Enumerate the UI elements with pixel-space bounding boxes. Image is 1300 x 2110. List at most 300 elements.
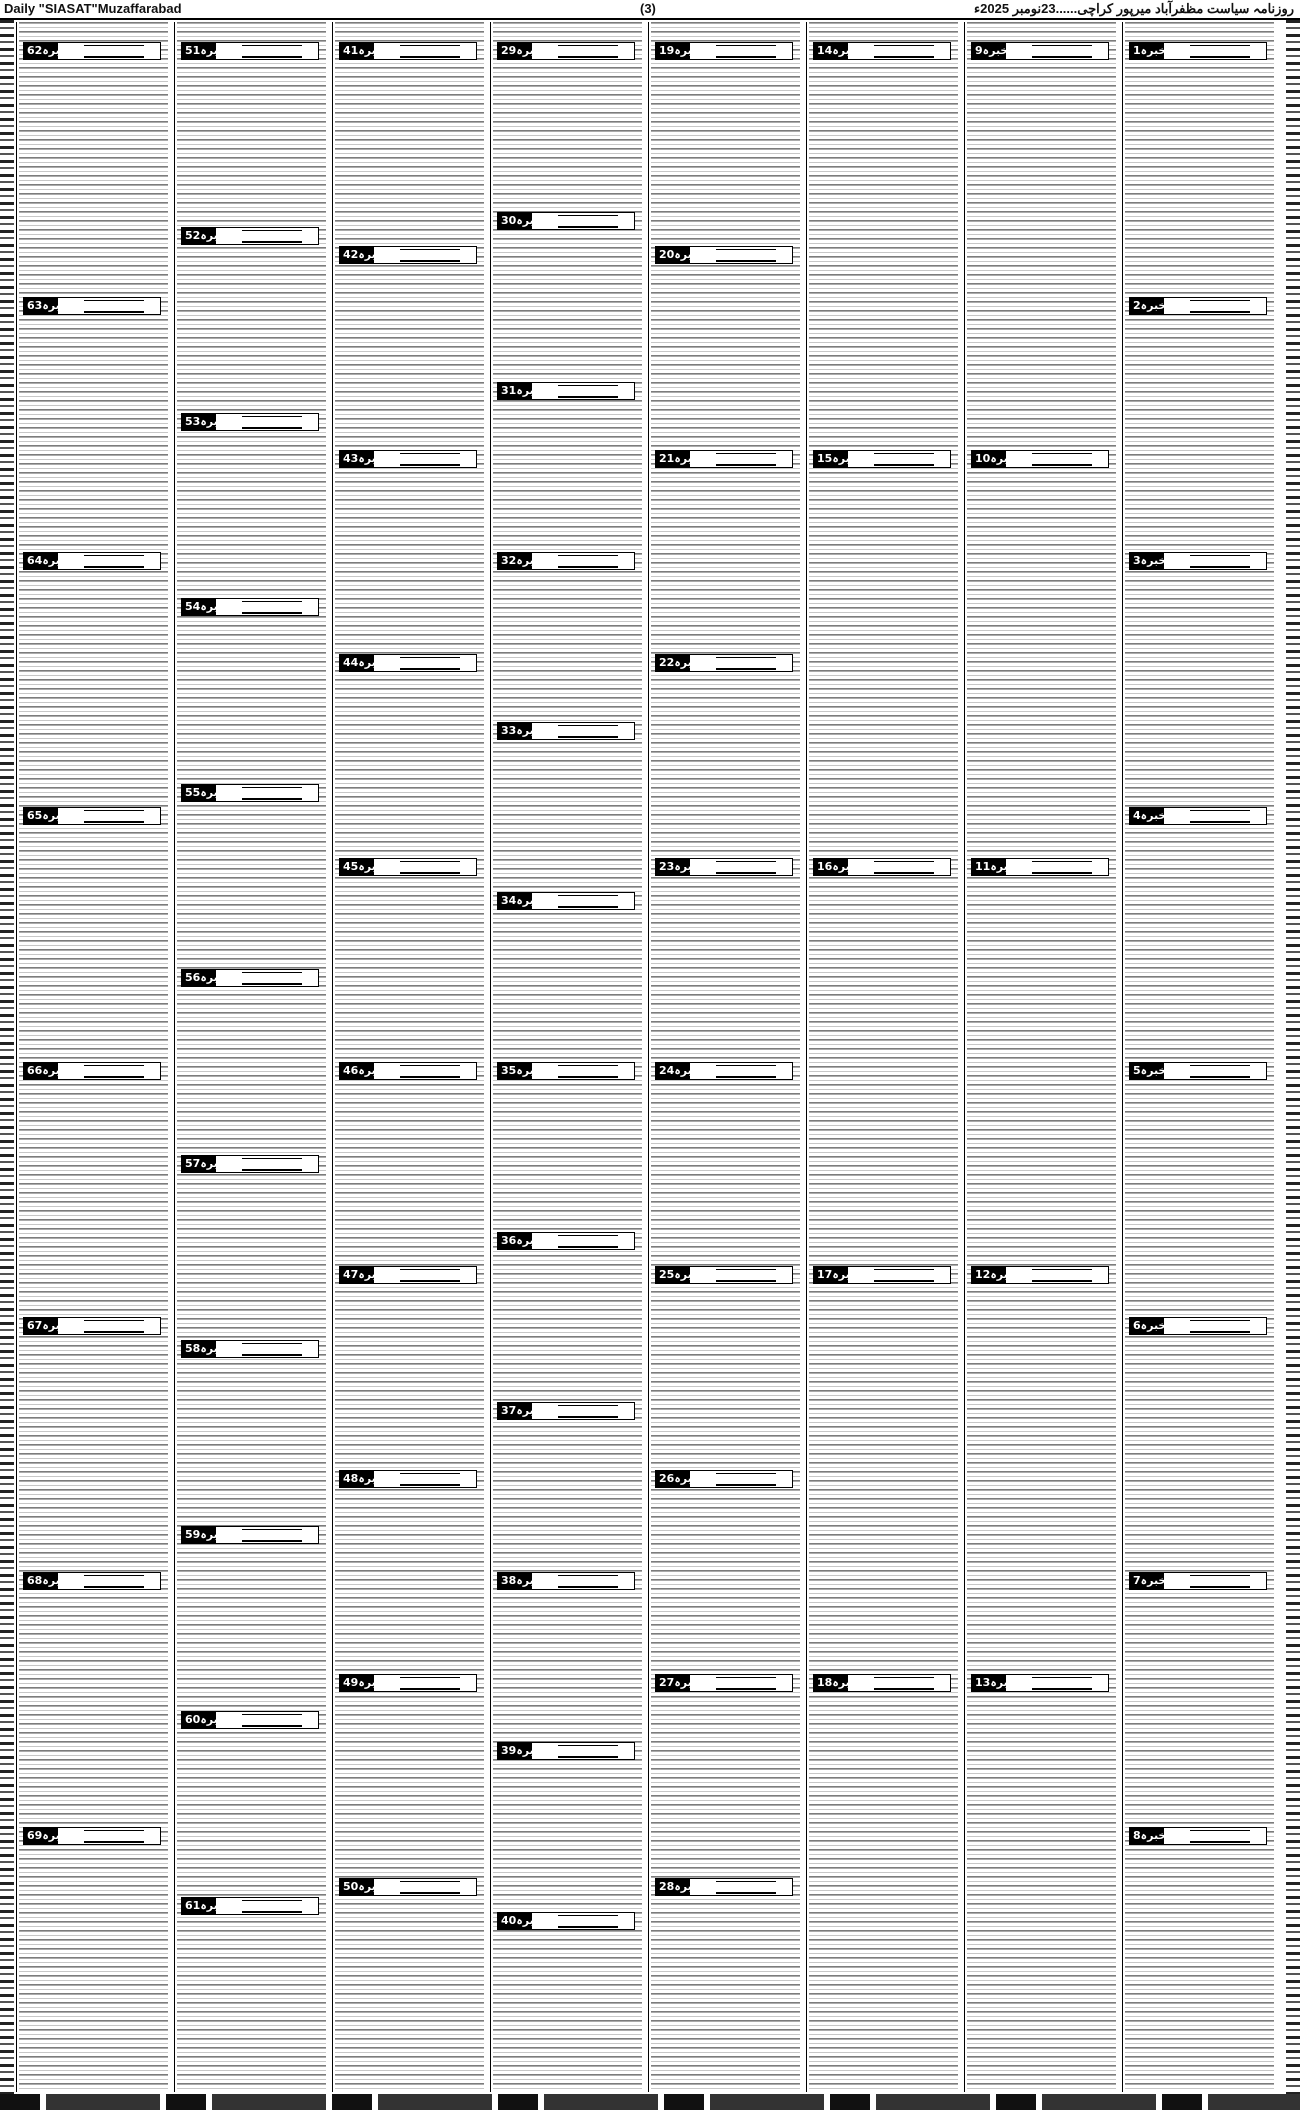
news-item-header	[655, 1674, 793, 1692]
siasat-logo-mark	[1190, 300, 1250, 313]
siasat-logo-mark	[84, 1575, 144, 1588]
item-number-tab	[656, 43, 701, 59]
item-number: 26خبرہ	[659, 1472, 701, 1485]
item-number-tab	[182, 1712, 227, 1728]
item-number-tab	[814, 1267, 859, 1283]
column-text-block	[651, 22, 800, 2092]
news-item-header	[497, 722, 635, 740]
news-item-header	[1129, 1572, 1267, 1590]
item-number: 68خبرہ	[27, 1574, 69, 1587]
siasat-logo-mark	[716, 1677, 776, 1690]
news-item-header	[339, 450, 477, 468]
item-number: 47خبرہ	[343, 1268, 385, 1281]
item-number-tab	[656, 859, 701, 875]
item-number-tab	[814, 859, 859, 875]
item-number-tab	[340, 1471, 385, 1487]
item-number: 66خبرہ	[27, 1064, 69, 1077]
item-number-tab	[340, 247, 385, 263]
news-item-header	[497, 892, 635, 910]
siasat-logo-mark	[558, 895, 618, 908]
item-number-tab	[340, 43, 385, 59]
item-number: 16خبرہ	[817, 860, 859, 873]
item-number-tab	[498, 383, 543, 399]
siasat-logo-mark	[558, 725, 618, 738]
item-number-tab	[340, 1063, 385, 1079]
item-number: 39خبرہ	[501, 1744, 543, 1757]
siasat-logo-mark	[242, 972, 302, 985]
item-number: 28خبرہ	[659, 1880, 701, 1893]
news-item-header	[497, 1402, 635, 1420]
item-number-tab	[24, 1318, 69, 1334]
siasat-logo-mark	[716, 45, 776, 58]
item-number: 53خبرہ	[185, 415, 227, 428]
item-number-tab	[972, 43, 1009, 59]
item-number-tab	[1130, 43, 1167, 59]
item-number: 44خبرہ	[343, 656, 385, 669]
news-item-header	[339, 858, 477, 876]
news-item-header	[1129, 297, 1267, 315]
item-number: 69خبرہ	[27, 1829, 69, 1842]
item-number: 45خبرہ	[343, 860, 385, 873]
news-item-header	[23, 42, 161, 60]
item-number: 56خبرہ	[185, 971, 227, 984]
item-number: 58خبرہ	[185, 1342, 227, 1355]
item-number: 7خبرہ	[1133, 1574, 1167, 1587]
item-number-tab	[972, 451, 1017, 467]
news-column	[16, 22, 170, 2092]
item-number: 41خبرہ	[343, 44, 385, 57]
item-number-tab	[24, 298, 69, 314]
item-number-tab	[498, 213, 543, 229]
news-item-header	[181, 42, 319, 60]
item-number-tab	[498, 553, 543, 569]
item-number: 37خبرہ	[501, 1404, 543, 1417]
siasat-logo-mark	[558, 1915, 618, 1928]
siasat-logo-mark	[558, 1405, 618, 1418]
item-number: 33خبرہ	[501, 724, 543, 737]
item-number: 64خبرہ	[27, 554, 69, 567]
news-item-header	[655, 858, 793, 876]
item-number-tab	[340, 451, 385, 467]
item-number: 43خبرہ	[343, 452, 385, 465]
item-number: 60خبرہ	[185, 1713, 227, 1726]
item-number: 19خبرہ	[659, 44, 701, 57]
column-text-block	[177, 22, 326, 2092]
siasat-logo-mark	[242, 45, 302, 58]
news-column	[964, 22, 1118, 2092]
siasat-logo-mark	[1032, 45, 1092, 58]
siasat-logo-mark	[84, 1830, 144, 1843]
news-item-header	[181, 598, 319, 616]
news-item-header	[655, 1878, 793, 1896]
siasat-logo-mark	[400, 861, 460, 874]
siasat-logo-mark	[242, 416, 302, 429]
item-number-tab	[498, 43, 543, 59]
item-number: 1خبرہ	[1133, 44, 1167, 57]
siasat-logo-mark	[242, 1900, 302, 1913]
news-item-header	[1129, 1062, 1267, 1080]
item-number: 30خبرہ	[501, 214, 543, 227]
item-number: 29خبرہ	[501, 44, 543, 57]
item-number-tab	[972, 859, 1017, 875]
item-number: 54خبرہ	[185, 600, 227, 613]
siasat-logo-mark	[874, 1269, 934, 1282]
column-text-block	[19, 22, 168, 2092]
news-item-header	[497, 212, 635, 230]
item-number: 48خبرہ	[343, 1472, 385, 1485]
item-number: 17خبرہ	[817, 1268, 859, 1281]
news-item-header	[971, 1266, 1109, 1284]
item-number: 11خبرہ	[975, 860, 1017, 873]
siasat-logo-mark	[400, 453, 460, 466]
item-number-tab	[1130, 1318, 1167, 1334]
news-item-header	[497, 42, 635, 60]
bottom-decorative-border	[0, 2094, 1300, 2110]
siasat-logo-mark	[84, 1320, 144, 1333]
item-number-tab	[814, 43, 859, 59]
item-number-tab	[340, 655, 385, 671]
item-number-tab	[182, 43, 227, 59]
item-number-tab	[972, 1267, 1017, 1283]
item-number: 21خبرہ	[659, 452, 701, 465]
siasat-logo-mark	[558, 215, 618, 228]
item-number: 35خبرہ	[501, 1064, 543, 1077]
siasat-logo-mark	[1190, 555, 1250, 568]
siasat-logo-mark	[1190, 1065, 1250, 1078]
siasat-logo-mark	[874, 45, 934, 58]
item-number: 22خبرہ	[659, 656, 701, 669]
item-number-tab	[1130, 808, 1167, 824]
news-column	[490, 22, 644, 2092]
item-number: 67خبرہ	[27, 1319, 69, 1332]
item-number-tab	[814, 1675, 859, 1691]
item-number: 52خبرہ	[185, 229, 227, 242]
news-item-header	[655, 654, 793, 672]
news-item-header	[497, 552, 635, 570]
siasat-logo-mark	[1032, 1269, 1092, 1282]
item-number-tab	[1130, 298, 1167, 314]
siasat-logo-mark	[400, 1065, 460, 1078]
item-number-tab	[1130, 553, 1167, 569]
siasat-logo-mark	[716, 453, 776, 466]
item-number-tab	[24, 1573, 69, 1589]
item-number: 55خبرہ	[185, 786, 227, 799]
news-item-header	[339, 654, 477, 672]
siasat-logo-mark	[84, 555, 144, 568]
item-number: 4خبرہ	[1133, 809, 1167, 822]
siasat-logo-mark	[1190, 1575, 1250, 1588]
news-item-header	[497, 1912, 635, 1930]
item-number: 65خبرہ	[27, 809, 69, 822]
news-item-header	[339, 1266, 477, 1284]
item-number: 51خبرہ	[185, 44, 227, 57]
item-number-tab	[182, 1527, 227, 1543]
news-item-header	[181, 227, 319, 245]
item-number-tab	[656, 1879, 701, 1895]
item-number: 14خبرہ	[817, 44, 859, 57]
item-number-tab	[24, 808, 69, 824]
siasat-logo-mark	[874, 1677, 934, 1690]
news-item-header	[655, 1266, 793, 1284]
item-number: 34خبرہ	[501, 894, 543, 907]
item-number-tab	[182, 414, 227, 430]
siasat-logo-mark	[716, 1065, 776, 1078]
item-number: 62خبرہ	[27, 44, 69, 57]
siasat-logo-mark	[1032, 1677, 1092, 1690]
item-number-tab	[24, 43, 69, 59]
siasat-logo-mark	[400, 657, 460, 670]
news-item-header	[23, 1827, 161, 1845]
item-number-tab	[656, 1675, 701, 1691]
item-number-tab	[24, 1063, 69, 1079]
news-item-header	[497, 382, 635, 400]
masthead-urdu-title: روزنامہ سیاست مظفرآباد میرپور کراچی......23نومبر 2025ء	[974, 1, 1294, 16]
item-number: 59خبرہ	[185, 1528, 227, 1541]
news-item-header	[339, 1470, 477, 1488]
news-item-header	[813, 858, 951, 876]
item-number: 42خبرہ	[343, 248, 385, 261]
item-number: 50خبرہ	[343, 1880, 385, 1893]
news-item-header	[23, 1572, 161, 1590]
news-item-header	[339, 42, 477, 60]
news-item-header	[971, 42, 1109, 60]
item-number-tab	[182, 970, 227, 986]
column-text-block	[967, 22, 1116, 2092]
news-item-header	[23, 1317, 161, 1335]
item-number: 46خبرہ	[343, 1064, 385, 1077]
siasat-logo-mark	[716, 861, 776, 874]
column-text-block	[809, 22, 958, 2092]
siasat-logo-mark	[716, 1881, 776, 1894]
news-column	[1122, 22, 1276, 2092]
siasat-logo-mark	[558, 1575, 618, 1588]
item-number: 23خبرہ	[659, 860, 701, 873]
item-number: 25خبرہ	[659, 1268, 701, 1281]
siasat-logo-mark	[1190, 1320, 1250, 1333]
news-item-header	[181, 1526, 319, 1544]
item-number-tab	[498, 723, 543, 739]
siasat-logo-mark	[242, 230, 302, 243]
siasat-logo-mark	[558, 1065, 618, 1078]
news-item-header	[1129, 552, 1267, 570]
item-number-tab	[340, 1879, 385, 1895]
siasat-logo-mark	[400, 45, 460, 58]
item-number: 15خبرہ	[817, 452, 859, 465]
item-number: 32خبرہ	[501, 554, 543, 567]
item-number: 6خبرہ	[1133, 1319, 1167, 1332]
item-number-tab	[656, 451, 701, 467]
siasat-logo-mark	[558, 45, 618, 58]
page-number: (3)	[640, 1, 656, 16]
news-item-header	[339, 1878, 477, 1896]
news-item-header	[497, 1742, 635, 1760]
news-item-header	[1129, 807, 1267, 825]
item-number-tab	[182, 599, 227, 615]
siasat-logo-mark	[1032, 861, 1092, 874]
news-item-header	[339, 246, 477, 264]
item-number-tab	[498, 1403, 543, 1419]
item-number: 63خبرہ	[27, 299, 69, 312]
siasat-logo-mark	[716, 1269, 776, 1282]
item-number: 24خبرہ	[659, 1064, 701, 1077]
item-number-tab	[340, 1267, 385, 1283]
news-columns	[16, 22, 1284, 2092]
news-item-header	[339, 1674, 477, 1692]
item-number-tab	[182, 785, 227, 801]
item-number-tab	[498, 1573, 543, 1589]
item-number: 10خبرہ	[975, 452, 1017, 465]
news-column	[174, 22, 328, 2092]
item-number-tab	[1130, 1063, 1167, 1079]
news-item-header	[655, 450, 793, 468]
item-number: 40خبرہ	[501, 1914, 543, 1927]
siasat-logo-mark	[558, 1235, 618, 1248]
news-item-header	[339, 1062, 477, 1080]
news-item-header	[181, 1897, 319, 1915]
item-number: 27خبرہ	[659, 1676, 701, 1689]
news-item-header	[181, 784, 319, 802]
news-item-header	[655, 1470, 793, 1488]
news-item-header	[497, 1232, 635, 1250]
news-item-header	[1129, 1317, 1267, 1335]
siasat-logo-mark	[242, 1343, 302, 1356]
siasat-logo-mark	[242, 1529, 302, 1542]
item-number-tab	[182, 228, 227, 244]
siasat-logo-mark	[874, 861, 934, 874]
column-text-block	[1125, 22, 1274, 2092]
siasat-logo-mark	[716, 657, 776, 670]
masthead-english-title: Daily "SIASAT"Muzaffarabad	[4, 1, 182, 16]
siasat-logo-mark	[1032, 453, 1092, 466]
siasat-logo-mark	[242, 1714, 302, 1727]
siasat-logo-mark	[84, 810, 144, 823]
news-item-header	[23, 552, 161, 570]
column-text-block	[335, 22, 484, 2092]
siasat-logo-mark	[874, 453, 934, 466]
item-number-tab	[182, 1898, 227, 1914]
news-item-header	[497, 1572, 635, 1590]
siasat-logo-mark	[1190, 1830, 1250, 1843]
news-item-header	[181, 1711, 319, 1729]
item-number-tab	[498, 1063, 543, 1079]
item-number: 49خبرہ	[343, 1676, 385, 1689]
news-item-header	[813, 42, 951, 60]
siasat-logo-mark	[242, 787, 302, 800]
item-number-tab	[24, 553, 69, 569]
news-item-header	[971, 450, 1109, 468]
item-number: 18خبرہ	[817, 1676, 859, 1689]
siasat-logo-mark	[242, 1158, 302, 1171]
item-number-tab	[972, 1675, 1017, 1691]
siasat-logo-mark	[400, 1269, 460, 1282]
item-number: 61خبرہ	[185, 1899, 227, 1912]
item-number: 36خبرہ	[501, 1234, 543, 1247]
item-number: 12خبرہ	[975, 1268, 1017, 1281]
item-number-tab	[656, 655, 701, 671]
item-number-tab	[656, 1063, 701, 1079]
news-column	[332, 22, 486, 2092]
news-column	[648, 22, 802, 2092]
news-item-header	[813, 1266, 951, 1284]
item-number-tab	[498, 1913, 543, 1929]
news-item-header	[655, 246, 793, 264]
siasat-logo-mark	[1190, 45, 1250, 58]
siasat-logo-mark	[400, 1473, 460, 1486]
siasat-logo-mark	[558, 1745, 618, 1758]
news-item-header	[971, 858, 1109, 876]
news-item-header	[181, 969, 319, 987]
item-number: 57خبرہ	[185, 1157, 227, 1170]
news-item-header	[23, 297, 161, 315]
siasat-logo-mark	[558, 555, 618, 568]
siasat-logo-mark	[716, 249, 776, 262]
news-column	[806, 22, 960, 2092]
siasat-logo-mark	[242, 601, 302, 614]
siasat-logo-mark	[558, 385, 618, 398]
news-item-header	[655, 1062, 793, 1080]
item-number: 20خبرہ	[659, 248, 701, 261]
news-item-header	[181, 1340, 319, 1358]
news-item-header	[971, 1674, 1109, 1692]
siasat-logo-mark	[84, 300, 144, 313]
siasat-logo-mark	[400, 1881, 460, 1894]
item-number-tab	[656, 247, 701, 263]
news-item-header	[497, 1062, 635, 1080]
item-number-tab	[182, 1341, 227, 1357]
news-item-header	[813, 450, 951, 468]
news-item-header	[181, 413, 319, 431]
item-number-tab	[656, 1471, 701, 1487]
item-number-tab	[340, 859, 385, 875]
siasat-logo-mark	[400, 249, 460, 262]
item-number: 8خبرہ	[1133, 1829, 1167, 1842]
right-decorative-border	[1286, 20, 1300, 2110]
masthead	[0, 0, 1300, 20]
item-number: 3خبرہ	[1133, 554, 1167, 567]
item-number-tab	[656, 1267, 701, 1283]
item-number: 38خبرہ	[501, 1574, 543, 1587]
item-number: 2خبرہ	[1133, 299, 1167, 312]
item-number-tab	[1130, 1573, 1167, 1589]
item-number: 5خبرہ	[1133, 1064, 1167, 1077]
item-number-tab	[498, 1233, 543, 1249]
news-item-header	[813, 1674, 951, 1692]
siasat-logo-mark	[1190, 810, 1250, 823]
news-item-header	[23, 1062, 161, 1080]
item-number-tab	[498, 1743, 543, 1759]
siasat-logo-mark	[400, 1677, 460, 1690]
item-number-tab	[814, 451, 859, 467]
item-number-tab	[340, 1675, 385, 1691]
news-item-header	[655, 42, 793, 60]
news-item-header	[181, 1155, 319, 1173]
item-number: 31خبرہ	[501, 384, 543, 397]
news-item-header	[23, 807, 161, 825]
siasat-logo-mark	[84, 1065, 144, 1078]
item-number-tab	[182, 1156, 227, 1172]
column-text-block	[493, 22, 642, 2092]
item-number-tab	[24, 1828, 69, 1844]
siasat-logo-mark	[716, 1473, 776, 1486]
news-item-header	[1129, 42, 1267, 60]
left-decorative-border	[0, 20, 14, 2110]
siasat-logo-mark	[84, 45, 144, 58]
news-item-header	[1129, 1827, 1267, 1845]
item-number: 13خبرہ	[975, 1676, 1017, 1689]
item-number-tab	[498, 893, 543, 909]
item-number: 9خبرہ	[975, 44, 1009, 57]
item-number-tab	[1130, 1828, 1167, 1844]
